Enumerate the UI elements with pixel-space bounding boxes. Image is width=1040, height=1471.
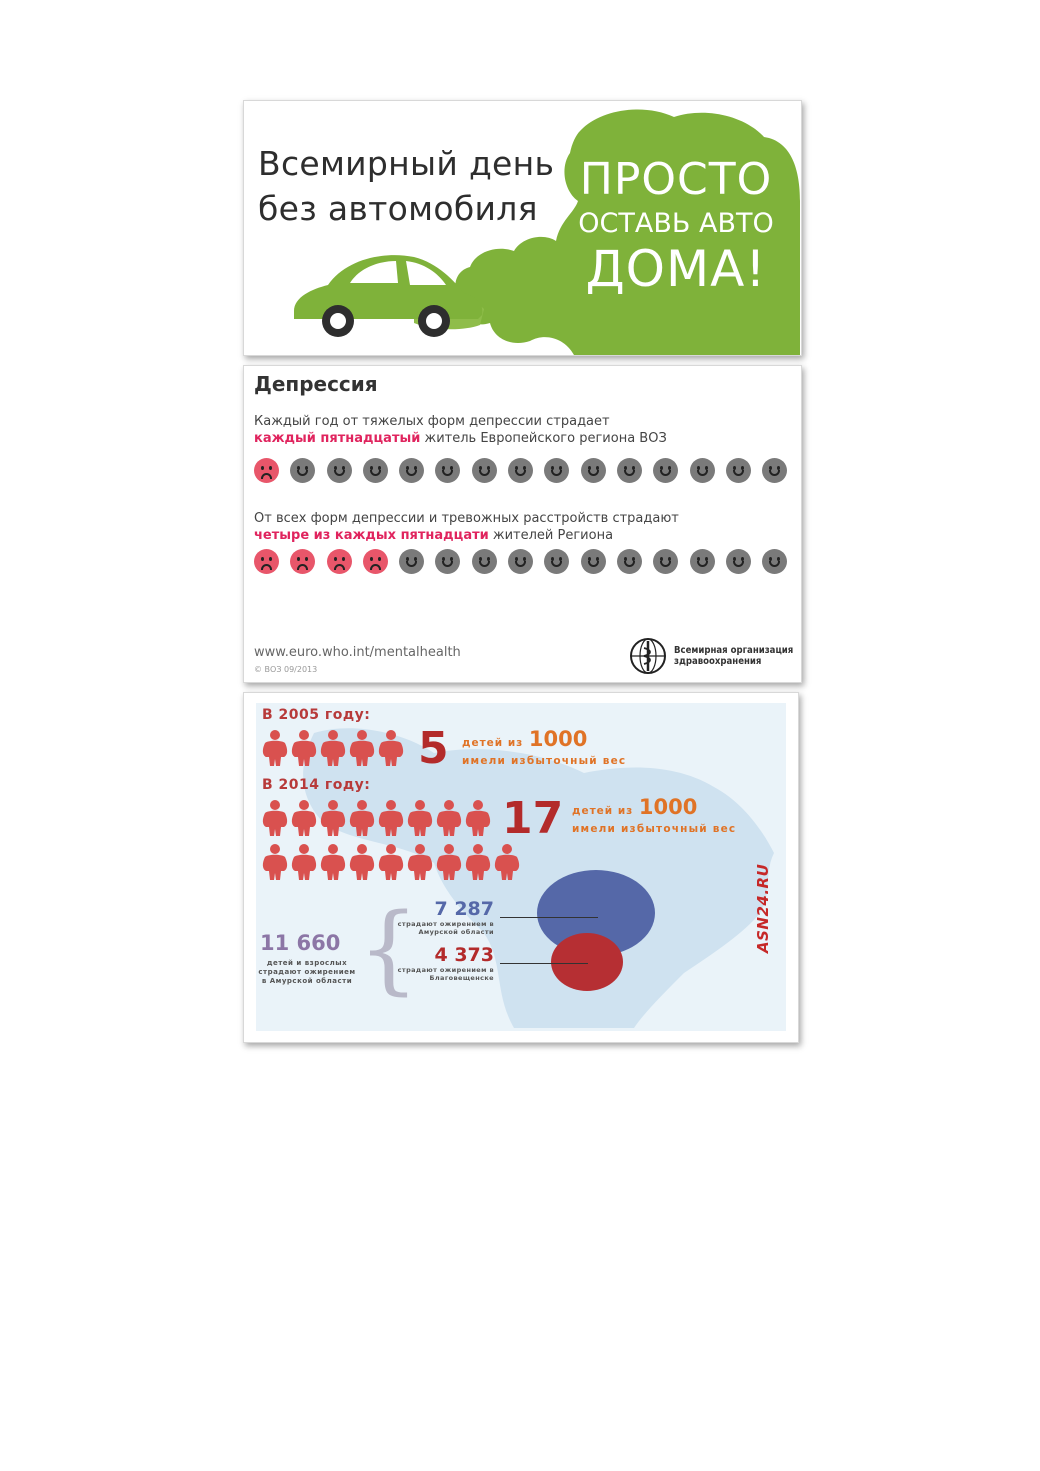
face-mouth (624, 561, 635, 567)
neutral-face-icon (581, 549, 606, 574)
sad-face-icon (363, 549, 388, 574)
child-person-icon (262, 729, 288, 767)
stat1-highlight: каждый пятнадцатый (254, 431, 421, 446)
stat2-text (254, 510, 679, 544)
source-watermark: ASN24.RU (754, 863, 772, 953)
people-2005-row (262, 729, 404, 767)
stat2-line2 (254, 527, 679, 544)
blagoveshchensk-count: 4 373 (434, 944, 494, 966)
of-1000-2005: 1000 (528, 727, 588, 751)
neutral-face-icon (508, 458, 533, 483)
total-obesity-desc: детей и взрослых страдают ожирением в Амурской области (258, 959, 356, 985)
neutral-face-icon (399, 458, 424, 483)
face-mouth (660, 561, 671, 567)
neutral-face-icon (690, 458, 715, 483)
car-day-title-line2: без автомобиля (258, 189, 538, 228)
neutral-face-icon (581, 458, 606, 483)
face-mouth (551, 470, 562, 476)
green-car-icon (288, 249, 488, 339)
face-mouth (515, 470, 526, 476)
face-mouth (697, 470, 708, 476)
children-of-label-2014: детей из (572, 805, 634, 817)
count-2005: 5 (418, 723, 449, 774)
who-url-link[interactable]: www.euro.who.int/mentalhealth (254, 645, 461, 660)
stat-2005-line (462, 727, 587, 751)
child-person-icon (320, 843, 346, 881)
neutral-face-icon (617, 549, 642, 574)
neutral-face-icon (544, 549, 569, 574)
neutral-face-icon (508, 549, 533, 574)
neutral-face-icon (399, 549, 424, 574)
child-person-icon (349, 729, 375, 767)
child-person-icon (407, 843, 433, 881)
neutral-face-icon (690, 549, 715, 574)
neutral-face-icon (472, 549, 497, 574)
blagoveshchensk-circle (551, 933, 623, 991)
child-person-icon (262, 799, 288, 837)
neutral-face-icon (435, 549, 460, 574)
face-mouth (479, 470, 490, 476)
people-2014-row2 (262, 843, 520, 881)
who-name-line1: Всемирная организация (674, 645, 794, 656)
year-2014-label: В 2014 году: (262, 777, 371, 793)
stat-2014-line (572, 795, 697, 819)
face-mouth (769, 470, 780, 476)
who-name (674, 645, 793, 667)
face-mouth (733, 561, 744, 567)
blagoveshchensk-desc: страдают ожирением в Благовещенске (397, 966, 494, 982)
face-mouth (733, 470, 744, 476)
overweight-label-2014: имели избыточный вес (572, 823, 737, 835)
face-mouth (515, 561, 526, 567)
child-person-icon (291, 729, 317, 767)
child-person-icon (291, 799, 317, 837)
face-mouth (406, 470, 417, 476)
car-day-title-line1: Всемирный день (258, 144, 555, 183)
child-person-icon (349, 799, 375, 837)
stat1-line1: Каждый год от тяжелых форм депрессии страдает (254, 414, 610, 429)
face-mouth (624, 470, 635, 476)
amur-count: 7 287 (434, 898, 494, 920)
stat1-face-row (254, 458, 787, 483)
face-mouth (370, 564, 381, 570)
child-person-icon (349, 843, 375, 881)
face-mouth (406, 561, 417, 567)
who-emblem-icon (628, 636, 668, 676)
amur-desc: страдают ожирением в Амурской области (397, 920, 494, 936)
people-2014-row1 (262, 799, 491, 837)
stat2-highlight: четыре из каждых пятнадцати (254, 528, 489, 543)
face-mouth (334, 470, 345, 476)
face-mouth (588, 470, 599, 476)
face-mouth (297, 564, 308, 570)
neutral-face-icon (726, 458, 751, 483)
sad-face-icon (254, 549, 279, 574)
child-person-icon (378, 843, 404, 881)
total-obesity-count: 11 660 (260, 931, 341, 955)
child-person-icon (494, 843, 520, 881)
face-mouth (442, 561, 453, 567)
car-day-slogan (576, 153, 776, 297)
sad-face-icon (254, 458, 279, 483)
stat2-face-row (254, 549, 787, 574)
child-person-icon (436, 843, 462, 881)
neutral-face-icon (472, 458, 497, 483)
face-mouth (551, 561, 562, 567)
face-mouth (370, 470, 381, 476)
children-of-label-2005: детей из (462, 737, 524, 749)
child-person-icon (465, 799, 491, 837)
amur-leader-line (500, 917, 598, 918)
child-person-icon (291, 843, 317, 881)
neutral-face-icon (617, 458, 642, 483)
depression-heading: Депрессия (254, 372, 378, 396)
face-mouth (334, 564, 345, 570)
neutral-face-icon (435, 458, 460, 483)
face-mouth (261, 473, 272, 479)
child-person-icon (320, 799, 346, 837)
depression-panel (243, 365, 802, 683)
stat1-line2 (254, 430, 667, 447)
face-mouth (297, 470, 308, 476)
stat1-text (254, 413, 667, 447)
neutral-face-icon (327, 458, 352, 483)
slogan-line1: ПРОСТО (579, 154, 773, 205)
stat1-rest: житель Европейского региона ВОЗ (420, 431, 667, 446)
car-free-day-panel (243, 100, 802, 356)
neutral-face-icon (544, 458, 569, 483)
neutral-face-icon (290, 458, 315, 483)
child-person-icon (436, 799, 462, 837)
who-logo-block (628, 636, 793, 676)
stat2-line1: От всех форм депрессии и тревожных расстройств страдают (254, 511, 679, 526)
slogan-line2: ОСТАВЬ АВТО (578, 208, 774, 239)
face-mouth (479, 561, 490, 567)
face-mouth (660, 470, 671, 476)
neutral-face-icon (653, 549, 678, 574)
child-person-icon (320, 729, 346, 767)
brace-icon: { (358, 893, 420, 1005)
overweight-label-2005: имели избыточный вес (462, 755, 627, 767)
who-name-line2: здравоохранения (674, 656, 762, 667)
stat2-rest: жителей Региона (488, 528, 614, 543)
who-copyright: © ВОЗ 09/2013 (254, 665, 318, 674)
of-1000-2014: 1000 (638, 795, 698, 819)
child-person-icon (407, 799, 433, 837)
sad-face-icon (290, 549, 315, 574)
face-mouth (769, 561, 780, 567)
neutral-face-icon (653, 458, 678, 483)
neutral-face-icon (363, 458, 388, 483)
year-2005-label: В 2005 году: (262, 707, 371, 723)
neutral-face-icon (726, 549, 751, 574)
child-person-icon (465, 843, 491, 881)
obesity-panel (243, 692, 799, 1043)
slogan-line3: ДОМА! (585, 240, 767, 298)
sad-face-icon (327, 549, 352, 574)
child-person-icon (378, 799, 404, 837)
blagoveshchensk-leader-line (500, 963, 588, 964)
car-day-title (258, 141, 554, 231)
face-mouth (442, 470, 453, 476)
face-mouth (261, 564, 272, 570)
face-mouth (697, 561, 708, 567)
child-person-icon (378, 729, 404, 767)
count-2014: 17 (502, 793, 564, 844)
face-mouth (588, 561, 599, 567)
child-person-icon (262, 843, 288, 881)
neutral-face-icon (762, 549, 787, 574)
neutral-face-icon (762, 458, 787, 483)
